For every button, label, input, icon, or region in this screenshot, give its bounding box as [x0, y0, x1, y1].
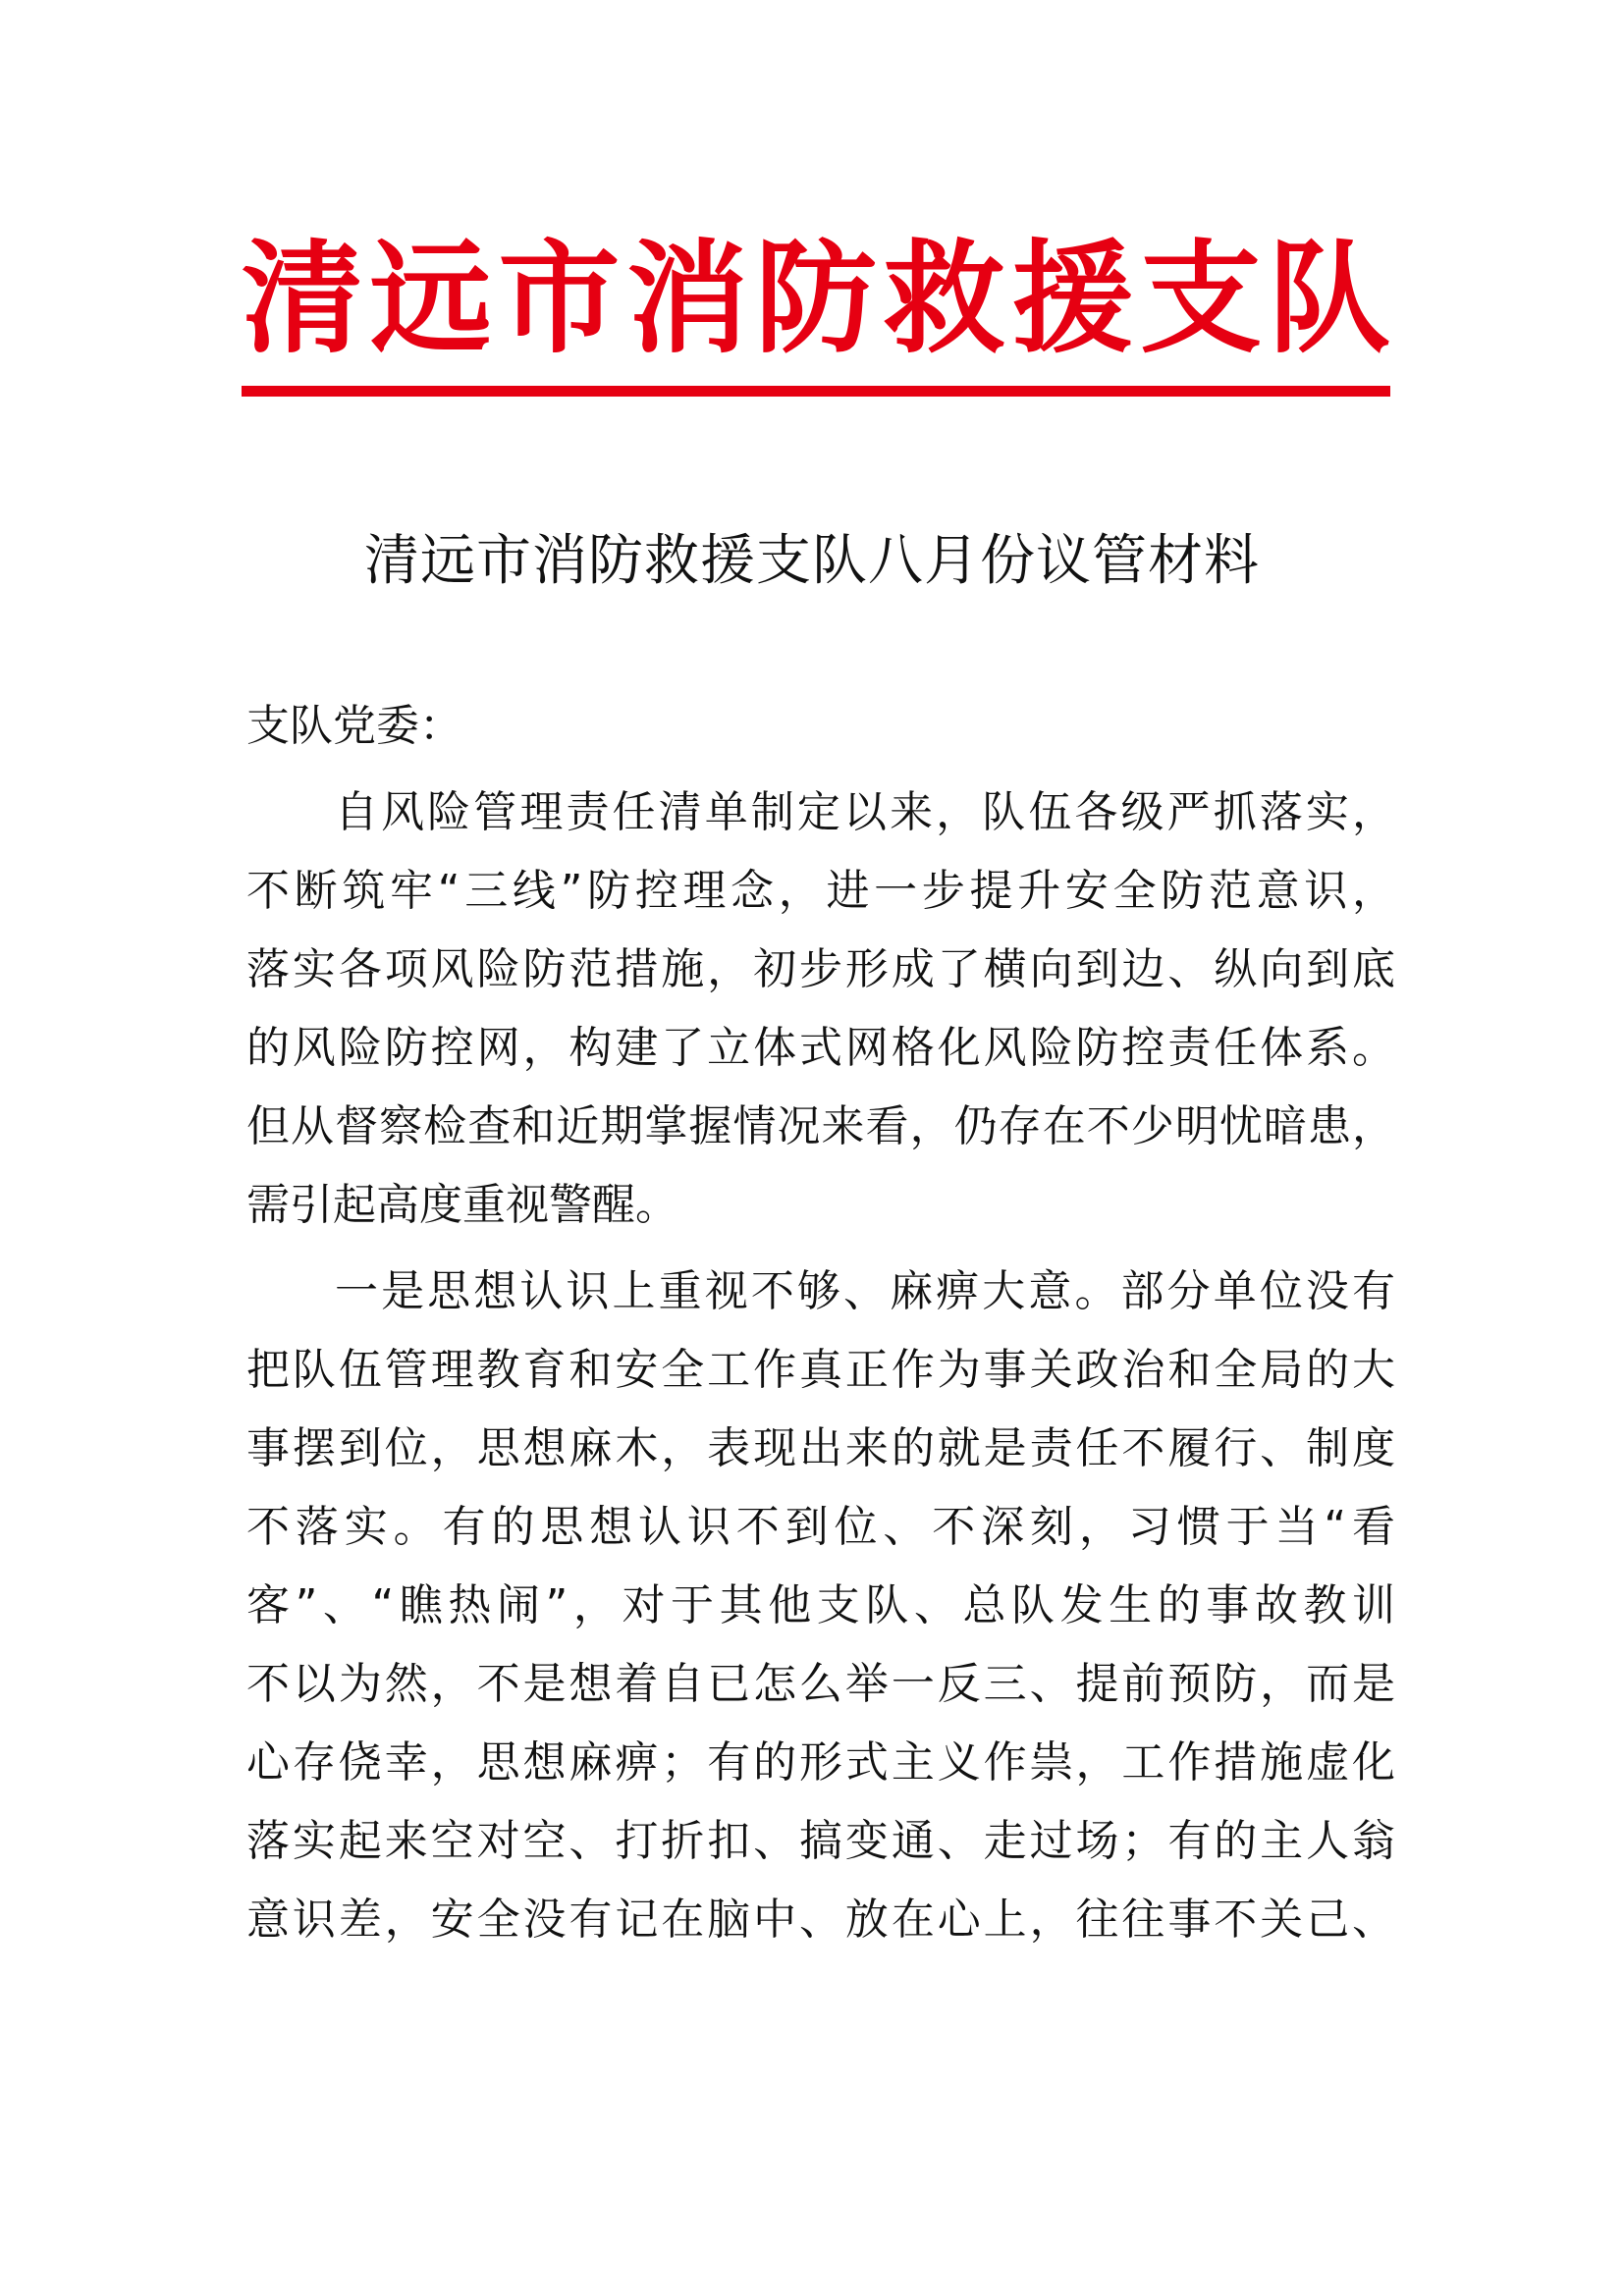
document-title: 清远市消防救援支队八月份议管材料 [364, 529, 1260, 593]
document-body [246, 687, 1395, 1959]
masthead-char: 清 [242, 229, 364, 370]
paragraph-line: 落实各项风险防范措施，初步形成了横向到边、纵向到底 [246, 944, 1395, 994]
paragraph-line: 客”、“瞧热闹”，对于其他支队、总队发生的事故教训 [246, 1580, 1395, 1630]
salutation: 支队党委： [246, 701, 462, 751]
masthead-red-rule [242, 386, 1390, 397]
paragraph-line: 一是思想认识上重视不够、麻痹大意。部分单位没有 [335, 1266, 1395, 1316]
paragraph-line: 的风险防控网，构建了立体式网格化风险防控责任体系。 [246, 1023, 1395, 1073]
masthead-char: 防 [754, 229, 877, 370]
paragraph-line: 自风险管理责任清单制定以来，队伍各级严抓落实， [335, 787, 1395, 837]
paragraph-line: 意识差，安全没有记在脑中、放在心上，往往事不关己、 [246, 1895, 1395, 1945]
paragraph-line: 不以为然，不是想着自已怎么举一反三、提前预防，而是 [246, 1659, 1395, 1709]
masthead-org-name [242, 216, 1390, 383]
masthead-char: 市 [498, 229, 621, 370]
paragraph-line: 但从督察检查和近期掌握情况来看，仍存在不少明忧暗患， [246, 1101, 1395, 1151]
masthead-char: 远 [369, 229, 492, 370]
masthead-char: 消 [626, 229, 749, 370]
paragraph-line: 事摆到位，思想麻木，表现出来的就是责任不履行、制度 [246, 1423, 1395, 1473]
paragraph-line: 把队伍管理教育和安全工作真正作为事关政治和全局的大 [246, 1345, 1395, 1395]
masthead-char: 支 [1140, 229, 1263, 370]
masthead-char: 援 [1011, 229, 1134, 370]
paragraph-line: 需引起高度重视警醒。 [246, 1180, 678, 1230]
paragraph-line: 不落实。有的思想认识不到位、不深刻，习惯于当“看 [246, 1502, 1395, 1552]
masthead-char: 队 [1268, 229, 1390, 370]
paragraph-2 [246, 1253, 1395, 1959]
paragraph-line: 心存侥幸，思想麻痹；有的形式主义作祟，工作措施虚化 [246, 1737, 1395, 1788]
paragraph-1 [246, 774, 1395, 1245]
masthead-char: 救 [883, 229, 1005, 370]
paragraph-line: 不断筑牢“三线”防控理念，进一步提升安全防范意识， [246, 866, 1395, 916]
paragraph-line: 落实起来空对空、打折扣、搞变通、走过场；有的主人翁 [246, 1816, 1395, 1866]
